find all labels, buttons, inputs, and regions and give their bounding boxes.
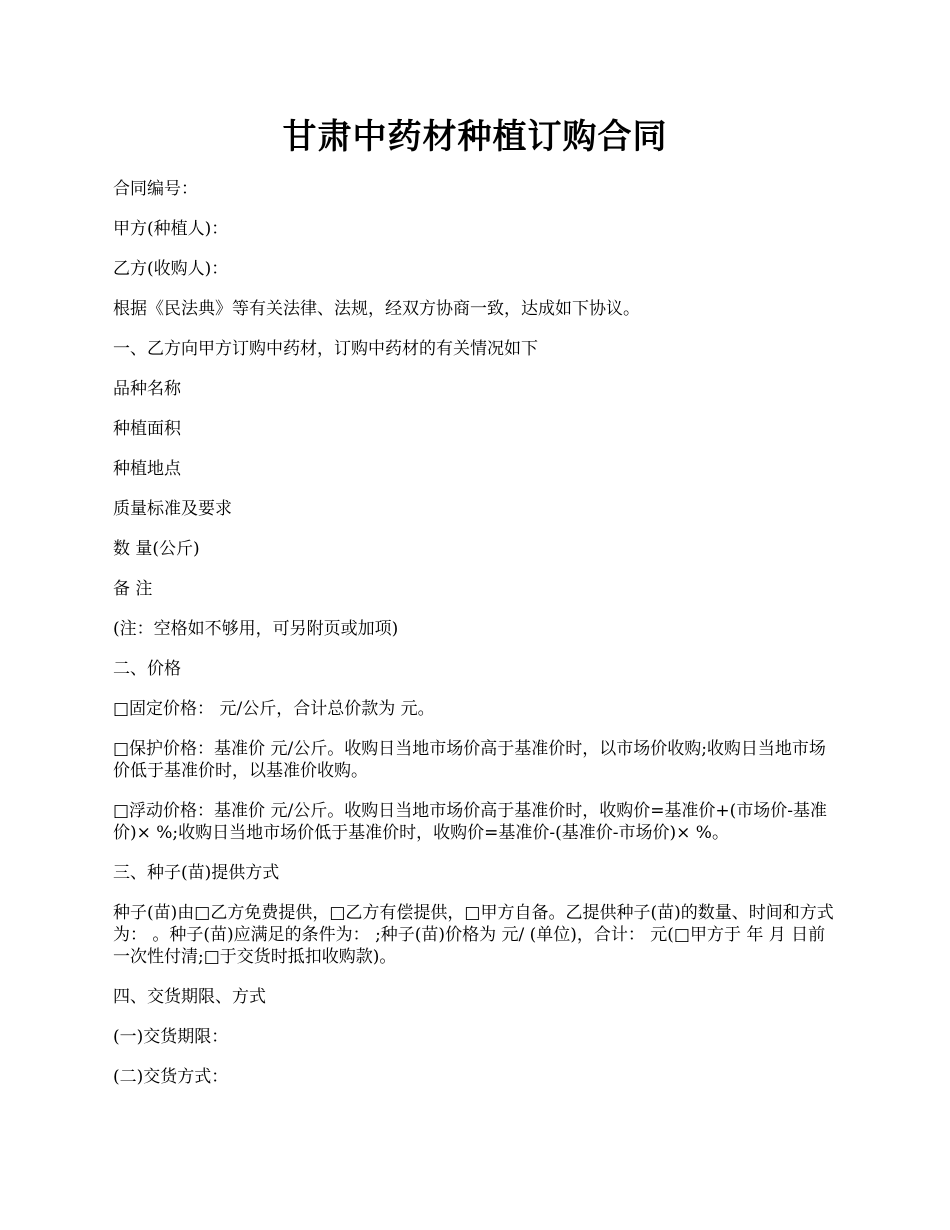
- quality-standard-label: 质量标准及要求: [113, 499, 232, 519]
- planting-area-label: 种植面积: [113, 419, 181, 439]
- seed-supply-paragraph: 种子(苗)由□乙方免费提供，□乙方有偿提供，□甲方自备。乙提供种子(苗)的数量、时间和方式为： 。种子(苗)应满足的条件为： ;种子(苗)价格为 元/ (单位)，合计： 元(□甲方于 年 月 日前一次性付清;□于交货时抵扣收购款)。: [113, 903, 834, 967]
- legal-basis-paragraph: 根据《民法典》等有关法律、法规，经双方协商一致，达成如下协议。: [113, 299, 640, 319]
- contract-number-line: 合同编号：: [113, 179, 198, 199]
- document-title: 甘肃中药材种植订购合同: [282, 117, 668, 157]
- section-4-heading: 四、交货期限、方式: [113, 987, 266, 1007]
- section-1-heading: 一、乙方向甲方订购中药材，订购中药材的有关情况如下: [113, 339, 538, 359]
- document-body: [113, 178, 838, 1106]
- planting-location-label: 种植地点: [113, 459, 181, 479]
- quantity-label: 数 量(公斤): [113, 539, 200, 559]
- party-b-line: 乙方(收购人)：: [113, 259, 229, 279]
- section-3-heading: 三、种子(苗)提供方式: [113, 863, 280, 883]
- remarks-label: 备 注: [113, 579, 153, 599]
- floating-price-option: □浮动价格：基准价 元/公斤。收购日当地市场价高于基准价时，收购价=基准价+(市场价-基准价)× %;收购日当地市场价低于基准价时，收购价=基准价-(基准价-市场价)× %。: [113, 801, 828, 843]
- delivery-deadline-line: (一)交货期限：: [113, 1027, 229, 1047]
- variety-name-label: 品种名称: [113, 379, 181, 399]
- fixed-price-option: □固定价格： 元/公斤，合计总价款为 元。: [113, 699, 435, 719]
- protected-price-option: □保护价格：基准价 元/公斤。收购日当地市场价高于基准价时，以市场价收购;收购日当地市场价低于基准价时，以基准价收购。: [113, 739, 826, 781]
- delivery-method-line: (二)交货方式：: [113, 1067, 229, 1087]
- section-2-heading: 二、价格: [113, 659, 181, 679]
- note-paragraph: (注：空格如不够用，可另附页或加项): [113, 619, 399, 639]
- party-a-line: 甲方(种植人)：: [113, 219, 229, 239]
